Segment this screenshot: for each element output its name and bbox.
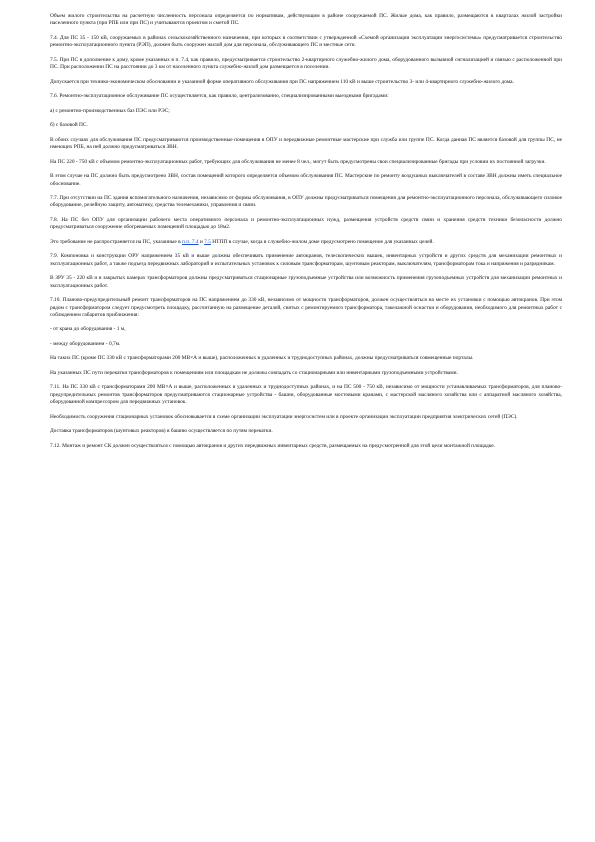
- paragraph-text: 7.9. Компоновка и конструкции ОРУ напряжением 35 кВ и выше должны обеспечивать применение автокранов, телескопических вышек, инвентарных устройств и других средств для механизации ремонтных и эксплуатационных работ, а также подъезд передвижных лабораторий и испытательных установок к силовым трансформаторам, шунтовым реакторам, выключателям, трансформаторам тока и напряжения и разрядникам.: [50, 253, 562, 267]
- paragraph-text: 7.12. Монтаж и ремонт СК должен осуществляться с помощью автокранов и других передвижных инвентарных средств, размещаемых на предусмотренной для этой цели монтажной площадке.: [50, 442, 495, 449]
- paragraph-text: Это требование не распространяется на ПС, указанные в: [50, 238, 183, 245]
- paragraph-text: На таких ПС (кроме ПС 330 кВ с трансформаторами 200 МВ×А и выше), расположенных в удаленных и труднодоступных районах, должны предусматриваться совмещенные порталы.: [50, 355, 474, 362]
- paragraph: [50, 341, 562, 348]
- paragraph: [50, 326, 562, 333]
- paragraph-text: На указанных ПС пути перекатки трансформаторов к помещениям или площадкам не должны совпадать со стационарными или инвентарными грузоподъемными устройствами.: [50, 369, 458, 376]
- paragraph-text: 7.10. Планово-предупредительный ремонт трансформаторов на ПС напряжением до 330 кВ, независимо от мощности трансформаторов, должен осуществляться на месте их установки с помощью автокранов. При этом рядом с трансформатором следует предусмотреть площадку, рассчитанную на размещение деталей, снятых с ремонтируемого трансформатора, такелажной оснастки и оборудования, необходимого для ремонтных работ с соблюдением габаритов приближения:: [50, 297, 562, 318]
- paragraph: [50, 355, 562, 362]
- paragraph: [50, 239, 562, 246]
- paragraph: [50, 159, 562, 166]
- paragraph: [50, 297, 562, 319]
- cross-reference-link[interactable]: 7.5: [204, 238, 211, 245]
- paragraph: [50, 414, 562, 421]
- paragraph: [50, 108, 562, 115]
- paragraph-text: 7.5. При ПС в дополнение к дому, кроме указанных в п. 7.4, как правило, предусматривается строительство 2-квартирного служебно-жилого дома, оборудованного вызывной сигнализацией и связью с расположенной при ПС. При расположении ПС на расстоянии до 3 км от населенного пункта служебно-жилой дом размещается в поселении.: [50, 56, 562, 71]
- paragraph: [50, 79, 562, 86]
- paragraph-text: На ПС 220 - 750 кВ с объемом ремонтно-эксплуатационных работ, требующих для обслуживания не менее 8 чел., могут быть предусмотрены свои специализированные бригады при условии их постоянной загрузки.: [50, 158, 546, 165]
- paragraph-text: а) с ремонтно-производственных баз ПЭС или РЭС;: [50, 107, 170, 114]
- paragraph: [50, 93, 562, 100]
- paragraph: [50, 443, 562, 450]
- paragraph-text: 7.11. На ПС 330 кВ с трансформаторами 200 МВ×А и выше, расположенных в удаленных и труднодоступных районах, и на ПС 500 - 750 кВ, независимо от мощности устанавливаемых трансформаторов, для планово-предупредительных ремонтов трансформаторов предусматриваются стационарные устройства - башни, оборудованные мостовыми кранами, с мастерской масляного хозяйства или с аппаратной масляного хозяйства, оборудованной компрессором для передвижных установок.: [50, 384, 562, 406]
- paragraph: [50, 122, 562, 129]
- paragraph-text: Объем жилого строительства на расчетную численность персонала определяется по нормативам, действующим в районе сооружаемой ПС. Жилые дома, как правило, размещаются в кварталах жилой застройки населенного пункта (при РПБ или при ПС) и учитываются проектом и сметой ПС.: [50, 13, 562, 27]
- paragraph-text: 7.4. Для ПС 35 - 150 кВ, сооружаемых в районах сельскохозяйственного назначения, при которых в соответствии с утвержденной «Схемой организации эксплуатации энергосистемы» предусматривается строительство ремонтно-эксплуатационного пункта (РЭП), должен быть сооружен жилой дом для персонала, обслуживающего ПС и местные сети.: [50, 34, 562, 49]
- paragraph: [50, 35, 562, 50]
- paragraph: [50, 217, 562, 232]
- paragraph-text: и: [198, 238, 205, 245]
- paragraph-text: 7.8. На ПС без ОПУ для организации рабочего места оперативного персонала и ремонтно-эксплуатационных нужд, размещения устройств средств связи и хранения средств техники безопасности должно предусматриваться сооружение обогреваемых помещений площадью до 18м2.: [50, 216, 562, 231]
- paragraph: [50, 384, 562, 406]
- paragraph-text: НТПП в случае, когда в служебно-жилом доме предусмотрено помещение для указанных целей.: [210, 238, 434, 245]
- paragraph-text: Необходимость сооружения стационарных установок обосновывается в схеме организации эксплуатации энергосистем или в проекте организации эксплуатации предприятия электрических сетей (ПЭС).: [50, 413, 518, 420]
- paragraph: [50, 275, 562, 290]
- paragraph-text: б) с базовой ПС.: [50, 122, 88, 129]
- paragraph-text: 7.6. Ремонтно-эксплуатационное обслуживание ПС осуществляется, как правило, централизованно, специализированными выездными бригадами:: [50, 93, 389, 100]
- paragraph-text: Допускается при технико-экономическом обосновании и указанной форме оперативного обслуживания при ПС напряжением 110 кВ и выше строительство 3- или 4-квартирного служебно-жилого дома.: [50, 78, 514, 85]
- paragraph-text: - между оборудованием - 0,7м.: [50, 340, 121, 347]
- paragraph: [50, 13, 562, 28]
- paragraph: [50, 195, 562, 210]
- paragraph-text: - от крана до оборудования - 1 м,: [50, 326, 126, 333]
- cross-reference-link[interactable]: п.п. 7.4: [182, 238, 199, 245]
- paragraph-text: В этом случае на ПС должно быть предусмотрено ЗВН, состав помещений которого определяется объемом обслуживания ПС. Мастерские по ремонту воздушных выключателей в составе ЗВН должны иметь специальное обоснование.: [50, 173, 562, 187]
- paragraph-text: В ЗРУ 35 - 220 кВ и в закрытых камерах трансформаторов должны предусматриваться стационарные грузоподъемные устройства или возможность применения грузоподъемных устройств для механизации ремонтных и эксплуатационных работ.: [50, 275, 562, 289]
- paragraph: [50, 57, 562, 72]
- paragraph-text: 7.7. При отсутствии на ПС здания вспомогательного назначения, независимо от формы обслуживания, в ОПУ должны предусматриваться помещения для ремонтно-эксплуатационного персонала, обслуживающего силовое оборудование, релейную защиту, автоматику, средства телемеханики, управления и связи.: [50, 195, 562, 209]
- paragraph-text: В обоих случаях для обслуживания ПС предусматриваются производственные помещения в ОПУ и передвижные ремонтные мастерские при служба или группе ПС. Когда данная ПС является базовой для группы ПС, не имеющих РПБ, на ней должно предусматриваться ЗВН.: [50, 136, 562, 151]
- paragraph: [50, 428, 562, 435]
- paragraph: [50, 370, 562, 377]
- paragraph: [50, 173, 562, 188]
- paragraph: [50, 253, 562, 268]
- paragraph: [50, 137, 562, 152]
- paragraph-text: Доставка трансформаторов (шунтовых реакторов) в башню осуществляется по путям перекатки.: [50, 428, 273, 435]
